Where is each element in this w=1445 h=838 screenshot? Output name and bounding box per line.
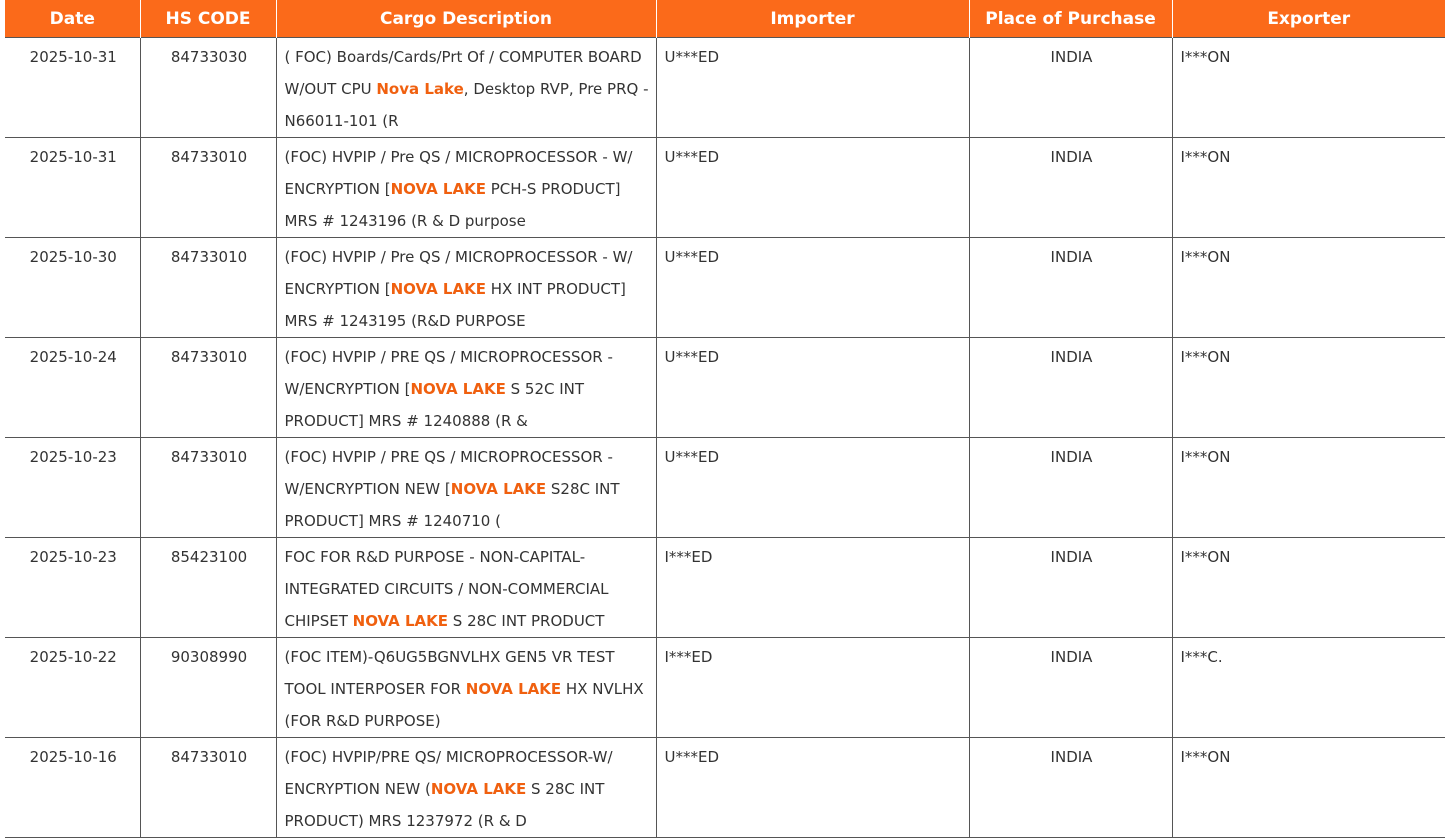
hs-code-value: 84733010 — [170, 748, 248, 766]
place-of-purchase-cell — [969, 338, 1172, 438]
date-cell — [5, 238, 140, 338]
date-value: 2025-10-23 — [29, 448, 117, 466]
place-value: INDIA — [1050, 648, 1093, 666]
table-body — [5, 38, 1445, 838]
hs-code-value: 84733010 — [170, 248, 248, 266]
table-header-row — [5, 0, 1445, 38]
description-text-end: , Desktop RVP, Pre PRQ - N66011-101 (R — [284, 80, 649, 130]
hs-code-value: 85423100 — [170, 548, 248, 566]
description-highlight: NOVA LAKE — [450, 480, 547, 498]
exporter-cell — [1172, 438, 1445, 538]
description-text: FOC FOR R&D PURPOSE - NON-CAPITAL-INTEGRATED CIRCUITS / NON-COMMERCIAL CHIPSET — [284, 548, 609, 630]
place-of-purchase-cell — [969, 638, 1172, 738]
place-of-purchase-cell — [969, 238, 1172, 338]
importer-value: U***ED — [664, 148, 720, 166]
importer-value: I***ED — [664, 548, 713, 566]
hs-code-cell — [140, 38, 276, 138]
exporter-value: I***ON — [1180, 748, 1231, 766]
description-text-end: PCH-S PRODUCT] MRS # 1243196 (R & D purpose — [284, 180, 621, 230]
cargo-description-cell — [276, 238, 656, 338]
column-header-importer[interactable]: Importer — [656, 0, 969, 38]
hs-code-value: 84733030 — [170, 48, 248, 66]
importer-cell — [656, 438, 969, 538]
place-value: INDIA — [1050, 748, 1093, 766]
importer-cell — [656, 638, 969, 738]
description-highlight: NOVA LAKE — [430, 780, 527, 798]
exporter-value: I***ON — [1180, 348, 1231, 366]
description-highlight: Nova Lake — [376, 80, 464, 98]
exporter-value: I***ON — [1180, 548, 1231, 566]
place-value: INDIA — [1050, 248, 1093, 266]
place-of-purchase-cell — [969, 438, 1172, 538]
place-value: INDIA — [1050, 148, 1093, 166]
exporter-cell — [1172, 738, 1445, 838]
date-value: 2025-10-24 — [29, 348, 117, 366]
description-text-end: S 52C INT PRODUCT] MRS # 1240888 (R & — [284, 380, 585, 430]
table-row[interactable] — [5, 138, 1445, 238]
shipment-table — [5, 0, 1445, 838]
description-highlight: NOVA LAKE — [390, 280, 486, 298]
date-value: 2025-10-30 — [29, 248, 117, 266]
place-of-purchase-cell — [969, 38, 1172, 138]
exporter-value: I***C. — [1180, 648, 1223, 666]
importer-cell — [656, 238, 969, 338]
cargo-description-cell — [276, 138, 656, 238]
hs-code-cell — [140, 638, 276, 738]
date-cell — [5, 438, 140, 538]
place-value: INDIA — [1050, 48, 1093, 66]
table-row[interactable] — [5, 238, 1445, 338]
exporter-cell — [1172, 338, 1445, 438]
description-text: (FOC) HVPIP/PRE QS/ MICROPROCESSOR-W/ ENCRYPTION NEW ( — [284, 748, 613, 798]
hs-code-value: 84733010 — [170, 348, 248, 366]
description-text: (FOC) HVPIP / PRE QS / MICROPROCESSOR - W/ENCRYPTION NEW [ — [284, 448, 613, 498]
exporter-value: I***ON — [1180, 448, 1231, 466]
table-row[interactable] — [5, 638, 1445, 738]
date-cell — [5, 738, 140, 838]
hs-code-value: 90308990 — [170, 648, 248, 666]
cargo-description-cell — [276, 738, 656, 838]
exporter-value: I***ON — [1180, 148, 1231, 166]
column-header-cargo-description[interactable]: Cargo Description — [276, 0, 656, 38]
date-value: 2025-10-31 — [29, 48, 117, 66]
description-highlight: NOVA LAKE — [390, 180, 486, 198]
description-text: (FOC) HVPIP / Pre QS / MICROPROCESSOR - W/ ENCRYPTION [ — [284, 248, 633, 298]
exporter-cell — [1172, 538, 1445, 638]
description-text-end: S 28C INT PRODUCT — [448, 612, 605, 630]
description-text-end: S 28C INT PRODUCT) MRS 1237972 (R & D — [284, 780, 605, 830]
column-header-exporter[interactable]: Exporter — [1172, 0, 1445, 38]
hs-code-cell — [140, 538, 276, 638]
exporter-cell — [1172, 138, 1445, 238]
place-of-purchase-cell — [969, 538, 1172, 638]
importer-value: U***ED — [664, 48, 720, 66]
place-of-purchase-cell — [969, 738, 1172, 838]
table-row[interactable] — [5, 338, 1445, 438]
description-text: (FOC) HVPIP / PRE QS / MICROPROCESSOR - W/ENCRYPTION [ — [284, 348, 613, 398]
hs-code-cell — [140, 338, 276, 438]
date-cell — [5, 538, 140, 638]
date-value: 2025-10-22 — [29, 648, 117, 666]
description-highlight: NOVA LAKE — [465, 680, 562, 698]
table-row[interactable] — [5, 38, 1445, 138]
exporter-value: I***ON — [1180, 248, 1231, 266]
description-text-end: HX NVLHX (FOR R&D PURPOSE) — [284, 680, 644, 730]
description-text: (FOC ITEM)-Q6UG5BGNVLHX GEN5 VR TEST TOOL INTERPOSER FOR — [284, 648, 615, 698]
importer-cell — [656, 138, 969, 238]
exporter-cell — [1172, 238, 1445, 338]
importer-value: U***ED — [664, 448, 720, 466]
hs-code-cell — [140, 438, 276, 538]
date-cell — [5, 338, 140, 438]
description-text: (FOC) HVPIP / Pre QS / MICROPROCESSOR - W/ ENCRYPTION [ — [284, 148, 633, 198]
column-header-place-of-purchase[interactable]: Place of Purchase — [969, 0, 1172, 38]
date-value: 2025-10-23 — [29, 548, 117, 566]
importer-cell — [656, 338, 969, 438]
exporter-cell — [1172, 638, 1445, 738]
place-of-purchase-cell — [969, 138, 1172, 238]
cargo-description-cell — [276, 638, 656, 738]
importer-cell — [656, 38, 969, 138]
exporter-cell — [1172, 38, 1445, 138]
description-highlight: NOVA LAKE — [352, 612, 449, 630]
place-value: INDIA — [1050, 348, 1093, 366]
date-cell — [5, 138, 140, 238]
cargo-description-cell — [276, 338, 656, 438]
importer-value: I***ED — [664, 648, 713, 666]
importer-value: U***ED — [664, 748, 720, 766]
hs-code-cell — [140, 238, 276, 338]
place-value: INDIA — [1050, 448, 1093, 466]
description-text: ( FOC) Boards/Cards/Prt Of / COMPUTER BOARD W/OUT CPU — [284, 48, 642, 98]
cargo-description-cell — [276, 538, 656, 638]
date-value: 2025-10-31 — [29, 148, 117, 166]
cargo-description-cell — [276, 38, 656, 138]
hs-code-value: 84733010 — [170, 148, 248, 166]
importer-value: U***ED — [664, 248, 720, 266]
table-row[interactable] — [5, 738, 1445, 838]
hs-code-value: 84733010 — [170, 448, 248, 466]
column-header-date[interactable]: Date — [5, 0, 140, 38]
date-cell — [5, 638, 140, 738]
importer-cell — [656, 738, 969, 838]
description-highlight: NOVA LAKE — [410, 380, 506, 398]
place-value: INDIA — [1050, 548, 1093, 566]
table-row[interactable] — [5, 538, 1445, 638]
column-header-hs-code[interactable]: HS CODE — [140, 0, 276, 38]
description-text-end: S28C INT PRODUCT] MRS # 1240710 ( — [284, 480, 620, 530]
hs-code-cell — [140, 738, 276, 838]
cargo-description-cell — [276, 438, 656, 538]
date-cell — [5, 38, 140, 138]
hs-code-cell — [140, 138, 276, 238]
description-text-end: HX INT PRODUCT] MRS # 1243195 (R&D PURPOSE — [284, 280, 626, 330]
importer-cell — [656, 538, 969, 638]
table-row[interactable] — [5, 438, 1445, 538]
date-value: 2025-10-16 — [29, 748, 117, 766]
importer-value: U***ED — [664, 348, 720, 366]
exporter-value: I***ON — [1180, 48, 1231, 66]
